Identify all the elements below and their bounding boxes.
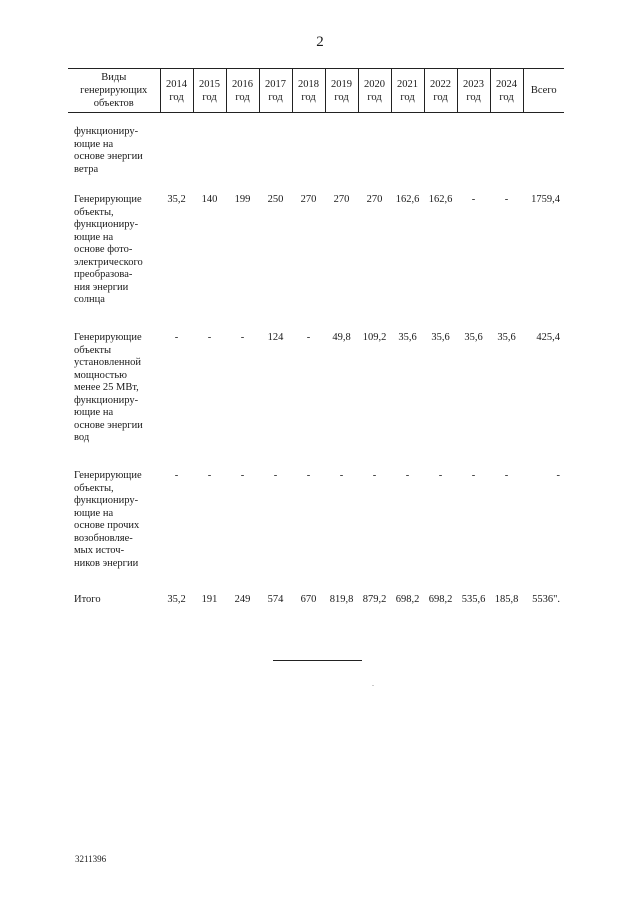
cell-value: 574 — [267, 594, 284, 605]
table-row-water — [68, 332, 564, 470]
cell-value: 191 — [201, 594, 218, 605]
row-label-line: ющие на — [74, 231, 114, 243]
row-label — [68, 594, 160, 607]
header-year-value: 2021 — [397, 78, 418, 90]
header-year-value: 2014 — [166, 78, 187, 90]
header-year-word: год — [334, 91, 349, 103]
cell-value: - — [504, 194, 509, 205]
cell-value: - — [306, 470, 311, 481]
row-label-line: основе энергии — [74, 151, 143, 162]
cell-value: - — [273, 470, 278, 481]
cell-value — [292, 113, 325, 195]
header-year-2023 — [457, 69, 490, 113]
cell-value: - — [471, 194, 476, 205]
cell-total: 5536". — [532, 594, 560, 605]
row-label-line: функциониру- — [74, 495, 139, 506]
cell-value: - — [306, 332, 311, 343]
cell-value: - — [174, 332, 179, 343]
cell-value — [424, 113, 457, 195]
row-label-line: ветра — [74, 163, 99, 175]
cell-value: 185,8 — [494, 594, 519, 605]
header-total: Всего — [523, 69, 564, 113]
row-label-line: менее 25 МВт, — [74, 382, 139, 393]
cell-value: 270 — [300, 194, 317, 205]
cell-value: 535,6 — [461, 594, 486, 605]
row-label-line: ния энергии — [74, 281, 129, 293]
cell-value: - — [339, 470, 344, 481]
cell-value: 698,2 — [428, 594, 453, 605]
cell-value: 270 — [333, 194, 350, 205]
header-year-word: год — [400, 91, 415, 103]
header-year-word: год — [202, 91, 217, 103]
cell-value: 109,2 — [362, 332, 387, 343]
header-type-line: Виды — [101, 72, 127, 83]
row-label-line: Итого — [74, 594, 101, 605]
footnote-divider — [273, 660, 362, 661]
table-body — [68, 113, 564, 607]
row-label-line: объекты, — [74, 482, 114, 494]
header-type-line: объектов — [93, 98, 134, 109]
cell-value: 819,8 — [329, 594, 354, 605]
cell-value: 162,6 — [395, 194, 420, 205]
cell-value: - — [471, 470, 476, 481]
table-row-solar — [68, 194, 564, 332]
header-year-word: год — [466, 91, 481, 103]
row-label-line: основе фото- — [74, 244, 133, 255]
header-year-word: год — [367, 91, 382, 103]
cell-value — [193, 113, 226, 195]
row-label-line: Генерирующие — [74, 194, 142, 205]
row-label-line: объекты — [74, 344, 112, 356]
row-label-line: солнца — [74, 294, 105, 305]
cell-value — [358, 113, 391, 195]
header-year-2021 — [391, 69, 424, 113]
header-year-2019 — [325, 69, 358, 113]
cell-value: 35,2 — [167, 194, 186, 205]
cell-value: - — [405, 470, 410, 481]
header-year-word: год — [235, 91, 250, 103]
header-year-word: год — [268, 91, 283, 103]
row-label-line: функциониру- — [74, 394, 139, 406]
cell-value: 199 — [234, 194, 251, 205]
cell-value — [226, 113, 259, 195]
cell-value — [457, 113, 490, 195]
scan-dot: . — [372, 679, 374, 688]
cell-total: 425,4 — [536, 332, 560, 343]
row-label — [68, 332, 160, 470]
row-label-line: вод — [74, 432, 90, 443]
cell-value: 270 — [366, 194, 383, 205]
cell-value: 670 — [300, 594, 317, 605]
row-label-line: объекты, — [74, 206, 114, 218]
cell-value: 35,2 — [167, 594, 186, 605]
row-label — [68, 470, 160, 594]
header-year-word: год — [301, 91, 316, 103]
cell-value: - — [207, 470, 212, 481]
row-label-line: возобновляе- — [74, 532, 133, 544]
cell-value: 162,6 — [428, 194, 453, 205]
table-header — [68, 69, 564, 113]
header-year-value: 2016 — [232, 78, 253, 90]
header-year-word: год — [499, 91, 514, 103]
header-year-2016 — [226, 69, 259, 113]
cell-value: - — [207, 332, 212, 343]
header-year-2018 — [292, 69, 325, 113]
cell-value: - — [174, 470, 179, 481]
table-row-other — [68, 470, 564, 594]
cell-value: 49,8 — [332, 332, 351, 343]
cell-value: - — [372, 470, 377, 481]
row-label-line: основе энергии — [74, 419, 143, 431]
cell-value — [490, 113, 523, 195]
row-label-line: Генерирующие — [74, 332, 142, 343]
cell-value: - — [240, 332, 245, 343]
cell-value: 35,6 — [431, 332, 450, 343]
cell-value: 35,6 — [464, 332, 483, 343]
row-label-line: ющие на — [74, 507, 114, 519]
cell-total: - — [556, 470, 560, 481]
header-year-value: 2020 — [364, 78, 385, 90]
cell-value: 35,6 — [497, 332, 516, 343]
header-year-2014 — [160, 69, 193, 113]
cell-value: 140 — [201, 194, 218, 205]
row-label-line: ющие на — [74, 407, 114, 418]
page-number: 2 — [316, 34, 324, 50]
cell-value: - — [240, 470, 245, 481]
header-year-value: 2024 — [496, 78, 517, 90]
row-label-line: мых источ- — [74, 545, 125, 556]
row-label-line: функциониру- — [74, 126, 139, 137]
row-label-line: преобразова- — [74, 269, 133, 280]
document-code: 3211396 — [75, 854, 107, 864]
row-label-line: мощностью — [74, 369, 127, 381]
cell-value: - — [504, 470, 509, 481]
row-label-line: установленной — [74, 357, 141, 368]
table-row-wind-continued — [68, 113, 564, 195]
cell-total — [523, 113, 564, 195]
cell-value — [160, 113, 193, 195]
header-type-line: генерирующих — [80, 85, 148, 96]
cell-value — [391, 113, 424, 195]
header-year-2020 — [358, 69, 391, 113]
row-label-line: Генерирующие — [74, 470, 142, 481]
header-year-value: 2023 — [463, 78, 484, 90]
cell-value — [325, 113, 358, 195]
cell-total: 1759,4 — [531, 194, 560, 205]
cell-value: 124 — [267, 332, 284, 343]
row-label-line: ющие на — [74, 138, 114, 150]
row-label — [68, 113, 160, 195]
header-year-value: 2015 — [199, 78, 220, 90]
header-year-2015 — [193, 69, 226, 113]
cell-value: 698,2 — [395, 594, 420, 605]
table-row-sum — [68, 594, 564, 607]
cell-value: 879,2 — [362, 594, 387, 605]
cell-value: 249 — [234, 594, 251, 605]
row-label — [68, 194, 160, 332]
cell-value: - — [438, 470, 443, 481]
cell-value: 35,6 — [398, 332, 417, 343]
header-year-value: 2018 — [298, 78, 319, 90]
header-year-word: год — [433, 91, 448, 103]
header-year-2022 — [424, 69, 457, 113]
row-label-line: электрического — [74, 256, 143, 268]
header-year-value: 2022 — [430, 78, 451, 90]
header-year-value: 2019 — [331, 78, 352, 90]
cell-value: 250 — [267, 194, 284, 205]
row-label-line: ников энергии — [74, 557, 139, 569]
header-year-2017 — [259, 69, 292, 113]
header-year-word: год — [169, 91, 184, 103]
header-year-value: 2017 — [265, 78, 286, 90]
generation-table — [68, 68, 564, 607]
header-year-2024 — [490, 69, 523, 113]
header-type — [68, 69, 160, 113]
row-label-line: функциониру- — [74, 219, 139, 230]
row-label-line: основе прочих — [74, 520, 140, 531]
cell-value — [259, 113, 292, 195]
